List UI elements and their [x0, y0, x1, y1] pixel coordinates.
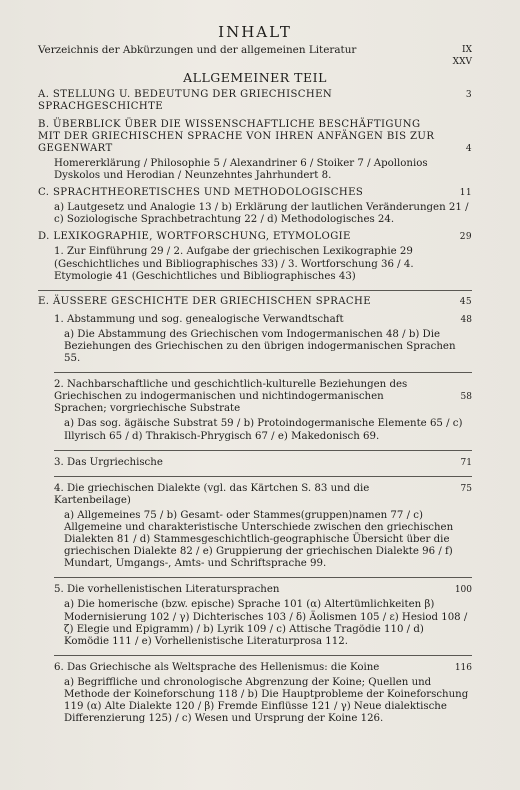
divider: [54, 372, 472, 373]
section-detail: a) Lautgesetz und Analogie 13 / b) Erklärung der lautlichen Veränderungen 21 / c) Soziologische Sprachbetrachtung 22 / d) Methodologisches 24.: [54, 202, 469, 226]
subsection-title: 6. Das Griechische als Weltsprache des Hellenismus: die Koine: [54, 661, 380, 673]
section-page: 11: [459, 188, 472, 199]
subsection-detail: a) Begriffliche und chronologische Abgrenzung der Koine; Quellen und Methode der Koineforschung 118 / b) Die Hauptprobleme der Koineforschung 119 (α) Alte Dialekte 120 / β) Fremde Einflüsse 121 / γ) Neue dialektische Differenzierung 125) / c) Wesen und Ursprung der Koine 126.: [64, 676, 469, 725]
subsection-title: 1. Abstammung und sog. genealogische Verwandtschaft: [54, 313, 344, 325]
section-heading: A. STELLUNG U. BEDEUTUNG DER GRIECHISCHEN SPRACHGESCHICHTE: [38, 89, 333, 113]
subsection-page: 48: [460, 314, 472, 325]
divider: [54, 655, 472, 656]
subsection-page: 100: [454, 585, 472, 596]
subsection-detail: a) Die homerische (bzw. epische) Sprache 101 (α) Altertümlichkeiten β) Modernisierung 102 / γ) Dichterisches 103 / δ) Äolismen 105 / ε) Hesiod 108 / ζ) Elegie und Epigramm) / b) Lyrik 109 / c) Attische Tragödie 110 / d) Komödie 111 / e) Vorhellenistische Literaturprosa 112.: [64, 599, 468, 647]
section-e: [38, 296, 472, 308]
subsection-detail: a) Die Abstammung des Griechischen vom Indogermanischen 48 / b) Die Beziehungen des Griechischen zu den übrigen indogermanischen Sprachen 55.: [64, 328, 456, 365]
divider: [54, 577, 472, 578]
subsection-page: 71: [460, 457, 472, 468]
subsection-3: [38, 457, 472, 469]
subsection-detail: a) Allgemeines 75 / b) Gesamt- oder Stammes(gruppen)namen 77 / c) Allgemeine und charakteristische Unterschiede zwischen den griechischen Dialekten 81 / d) Stammesgeschichtlich-geographische Übersicht über die griechischen Dialekte 82 / e) Gruppierung der griechischen Dialekte 96 / f) Mundart, Umgangs-, Amts- und Schriftsprache 99.: [64, 509, 454, 570]
subsection-page: 75: [460, 483, 472, 494]
section-page: 29: [459, 232, 472, 243]
subsection-4: [38, 483, 472, 507]
divider: [54, 476, 472, 477]
subsection-title: 2. Nachbarschaftliche und geschichtlich-kulturelle Beziehungen des Griechischen zu indogermanischen und nichtindogermanischen Sprachen; vorgriechische Substrate: [54, 379, 408, 415]
section-detail: Homererklärung / Philosophie 5 / Alexandriner 6 / Stoiker 7 / Apollonios Dyskolos und Herodian / Neunzehntes Jahrhundert 8.: [54, 157, 428, 181]
divider: [54, 450, 472, 451]
subsection-detail: a) Das sog. ägäische Substrat 59 / b) Protoindogermanische Elemente 65 / c) Illyrisch 65 / d) Thrakisch-Phrygisch 67 / e) Makedonisch 69.: [64, 418, 463, 442]
intro-pages: IX XXV: [452, 45, 472, 68]
intro-text: Verzeichnis der Abkürzungen und der allgemeinen Literatur: [38, 44, 357, 57]
section-page: 3: [465, 90, 472, 101]
subsection-page: 116: [454, 662, 472, 673]
subsection-1: [38, 314, 472, 326]
subsection-6: [38, 662, 472, 674]
subsection-page: 58: [460, 392, 472, 403]
section-c: [38, 187, 472, 199]
subsection-title: 4. Die griechischen Dialekte (vgl. das Kärtchen S. 83 und die Kartenbeilage): [54, 482, 370, 506]
section-heading: D. LEXIKOGRAPHIE, WORTFORSCHUNG, ETYMOLOGIE: [38, 231, 351, 243]
section-page: 45: [459, 296, 472, 307]
section-heading: E. ÄUSSERE GESCHICHTE DER GRIECHISCHEN SPRACHE: [38, 295, 372, 307]
section-heading: B. ÜBERBLICK ÜBER DIE WISSENSCHAFTLICHE BESCHÄFTIGUNG MIT DER GRIECHISCHEN SPRACHE VON IHREN ANFÄNGEN BIS ZUR GEGENWART: [38, 118, 435, 154]
subsection-title: 3. Das Urgriechische: [54, 456, 163, 468]
part-title: ALLGEMEINER TEIL: [183, 70, 327, 86]
section-a: [38, 89, 472, 113]
subsection-5: [38, 584, 472, 596]
section-heading: C. SPRACHTHEORETISCHES UND METHODOLOGISCHES: [38, 187, 364, 199]
divider: [38, 290, 472, 291]
section-b: [38, 119, 472, 155]
section-d: [38, 231, 472, 243]
page-title: INHALT: [218, 23, 292, 41]
section-page: 4: [465, 143, 472, 154]
subsection-title: 5. Die vorhellenistischen Literatursprachen: [54, 584, 280, 596]
section-detail: 1. Zur Einführung 29 / 2. Aufgabe der griechischen Lexikographie 29 (Geschichtliches und Bibliographisches 33) / 3. Wortforschung 36 / 4. Etymologie 41 (Geschichtliches und Bibliographisches 43): [54, 246, 414, 282]
intro-line: [38, 44, 472, 68]
subsection-2: [38, 379, 472, 415]
